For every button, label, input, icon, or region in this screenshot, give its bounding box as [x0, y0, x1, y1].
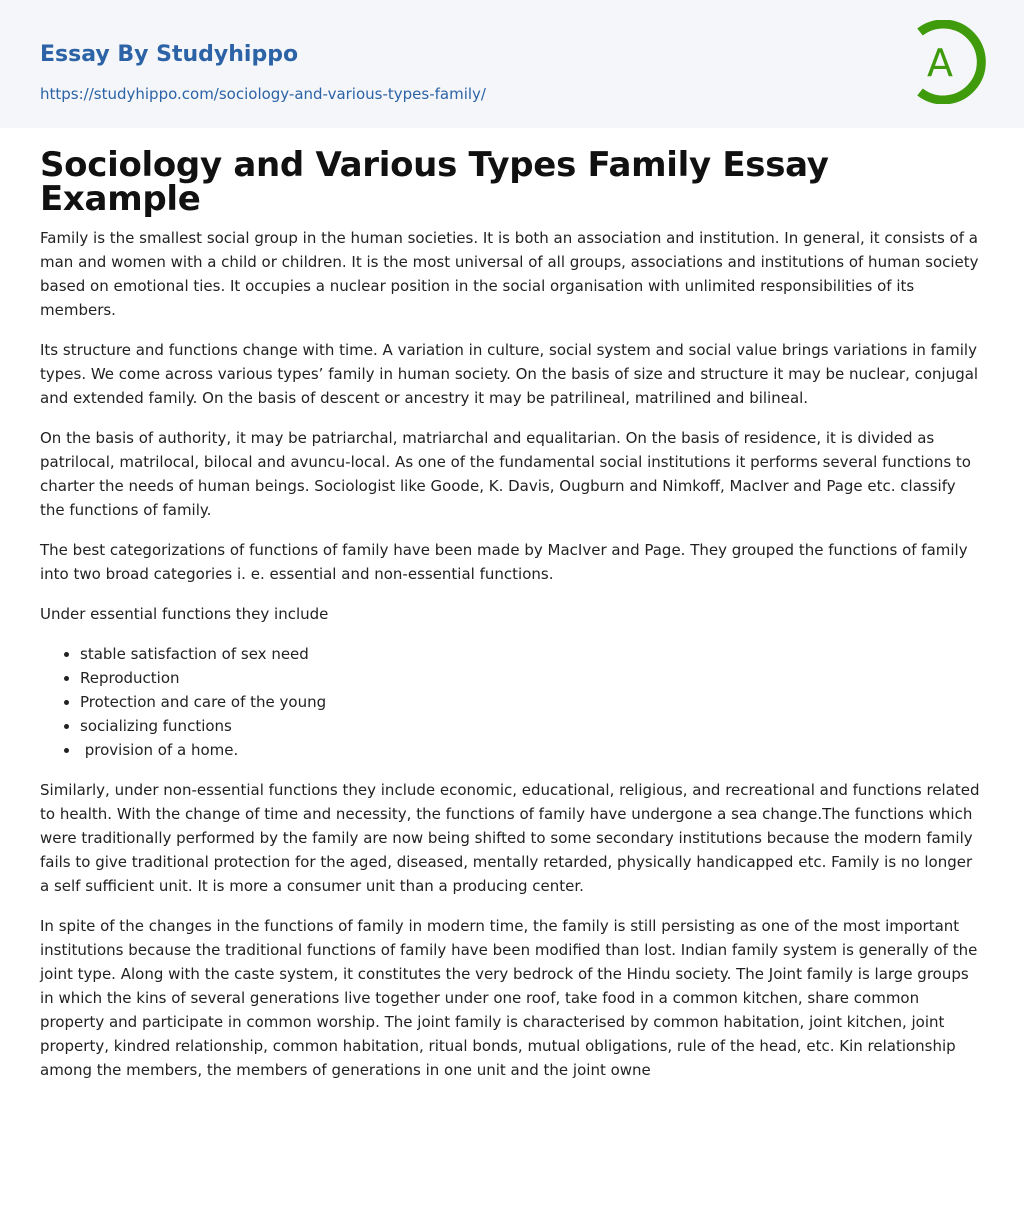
paragraph: In spite of the changes in the functions of family in modern time, the family is still persisting as one of the most important institutions because the traditional functions of family have been modified than lost. Indian family system is generally of the joint type. Along with the caste system, it constitutes the very bedrock of the Hindu society. The Joint family is large groups in which the kins of several generations live together under one roof, take food in a common kitchen, share common property and participate in common worship. The joint family is characterised by common habitation, joint kitchen, joint property, kindred relationship, common habitation, ritual bonds, mutual obligations, rule of the head, etc. Kin relationship among the members, the members of generations in one unit and the joint owne [40, 917, 978, 1079]
site-name[interactable]: Essay By Studyhippo [40, 42, 299, 67]
list-item: • provision of a home. [80, 738, 984, 762]
paragraph: Similarly, under non-essential functions they include economic, educational, religious, and recreational and functions related to health. With the change of time and necessity, the functions of family have undergone a sea change.The functions which were traditionally performed by the family are now being shifted to some secondary institutions because the modern family fails to give traditional protection for the aged, diseased, mentally retarded, physically handicapped etc. Family is no longer a self sufficient unit. It is more a consumer unit than a producing center. [40, 781, 980, 895]
paragraph: On the basis of authority, it may be patriarchal, matriarchal and equalitarian. On the basis of residence, it is divided as patrilocal, matrilocal, bilocal and avuncu-local. As one of the fundamental social institutions it performs several functions to charter the needs of human beings. Sociologist like Goode, K. Davis, Ougburn and Nimkoff, MacIver and Page etc. classify the functions of family. [40, 429, 971, 519]
list-item: • Protection and care of the young [80, 690, 984, 714]
site-header [0, 0, 1024, 128]
article [0, 128, 1024, 1138]
essay-url-link[interactable]: https://studyhippo.com/sociology-and-various-types-family/ [40, 85, 486, 103]
paragraph: The best categorizations of functions of family have been made by MacIver and Page. They grouped the functions of family into two broad categories i. e. essential and non-essential functions. [40, 541, 968, 583]
svg-text:A: A [927, 41, 953, 85]
studyhippo-logo-icon[interactable] [912, 20, 986, 104]
list-item: • Reproduction [80, 666, 984, 690]
list-item: • stable satisfaction of sex need [80, 642, 984, 666]
paragraph: Family is the smallest social group in the human societies. It is both an association and institution. In general, it consists of a man and women with a child or children. It is the most universal of all groups, associations and institutions of human society based on emotional ties. It occupies a nuclear position in the social organisation with unlimited responsibilities of its members. [40, 229, 979, 319]
paragraph: Its structure and functions change with time. A variation in culture, social system and social value brings variations in family types. We come across various types’ family in human society. On the basis of size and structure it may be nuclear, conjugal and extended family. On the basis of descent or ancestry it may be patrilineal, matrilined and bilineal. [40, 341, 979, 407]
essential-functions-list [40, 642, 984, 762]
list-item: • socializing functions [80, 714, 984, 738]
page-title: Sociology and Various Types Family Essay Example [40, 145, 829, 219]
paragraph: Under essential functions they include [40, 605, 329, 623]
